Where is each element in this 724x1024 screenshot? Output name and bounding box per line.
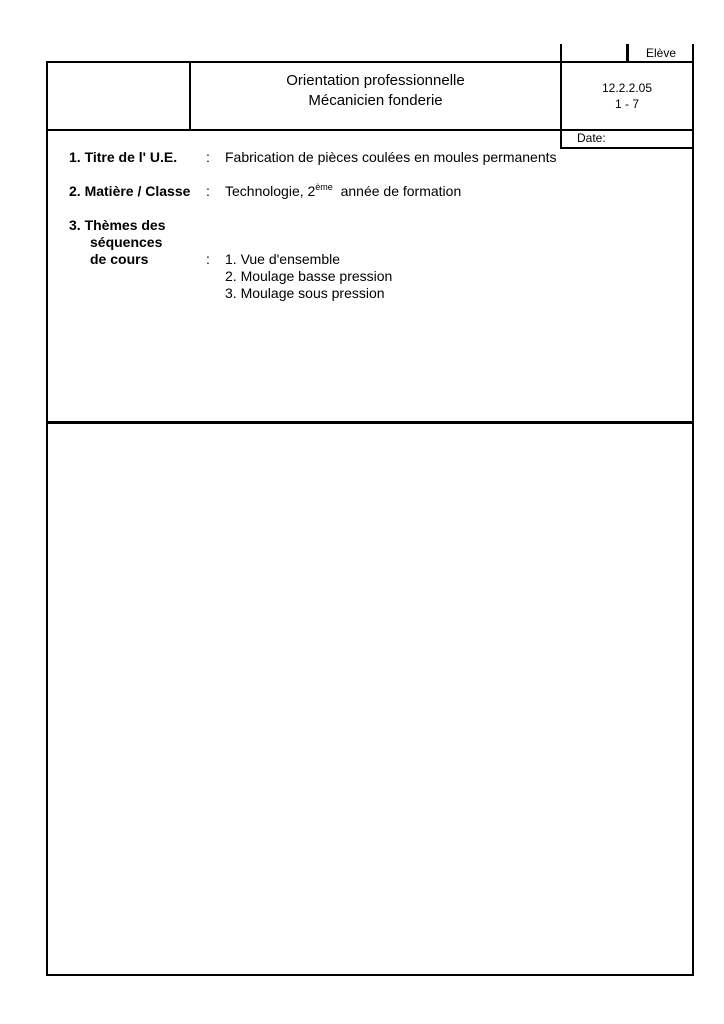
themes-colon: : — [206, 251, 210, 267]
document-code-block — [562, 80, 692, 112]
themes-label-line3: de cours — [90, 251, 149, 267]
titre-value: Fabrication de pièces coulées en moules permanents — [225, 149, 557, 165]
date-label: Date: — [577, 131, 606, 145]
matiere-value — [225, 183, 461, 199]
themes-list — [225, 251, 392, 302]
matiere-colon: : — [206, 183, 210, 199]
themes-label-line2: séquences — [90, 234, 163, 250]
matiere-value-prefix: Technologie, 2 — [225, 183, 316, 199]
themes-list-item: 2. Moulage basse pression — [225, 268, 393, 284]
themes-list-item: 1. Vue d'ensemble — [225, 251, 341, 267]
titre-label: 1. Titre de l' U.E. — [69, 149, 178, 165]
header-top-border — [46, 61, 694, 63]
matiere-label: 2. Matière / Classe — [69, 183, 191, 199]
eleve-box-left-border — [560, 44, 562, 62]
frame-right-border — [692, 44, 694, 976]
page-number: 1 - 7 — [614, 97, 639, 111]
date-box-left-border — [560, 129, 562, 149]
header-title-line1: Orientation professionnelle — [286, 72, 465, 89]
section-divider — [46, 421, 694, 424]
eleve-box-divider — [626, 44, 629, 62]
matiere-value-suffix: année de formation — [340, 183, 462, 199]
frame-bottom-border — [46, 974, 694, 976]
titre-colon: : — [206, 149, 210, 165]
frame-left-border — [46, 61, 48, 976]
header-title-line2: Mécanicien fonderie — [308, 92, 443, 109]
date-box-bottom-border — [560, 147, 694, 149]
document-code: 12.2.2.05 — [601, 81, 653, 95]
header-title — [191, 71, 560, 111]
eleve-label: Elève — [645, 46, 677, 60]
matiere-value-sup: ème — [315, 182, 333, 192]
themes-list-item: 3. Moulage sous pression — [225, 285, 385, 301]
themes-label — [69, 217, 166, 268]
themes-label-line1: 3. Thèmes des — [69, 217, 166, 233]
